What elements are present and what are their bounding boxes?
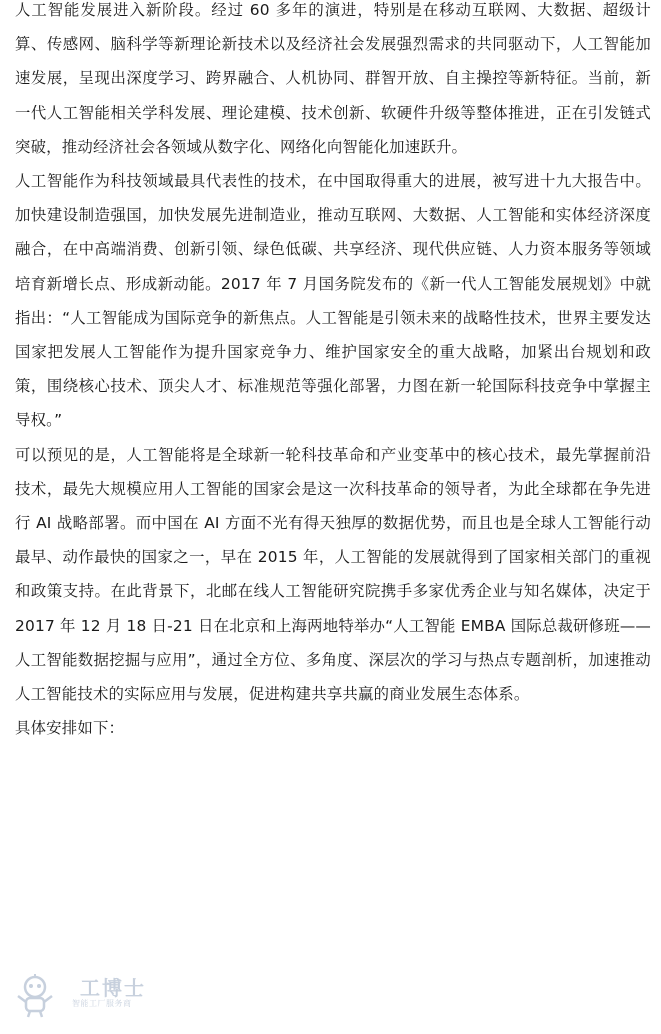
watermark-title: 工博士 (80, 976, 146, 1000)
paragraph-schedule-intro: 具体安排如下： (15, 719, 125, 738)
paragraph-global-competition: 可以预见的是，人工智能将是全球新一轮科技革命和产业变革中的核心技术，最先掌握前沿技术，最先大规模应用人工智能的国家会是这一次科技革命的领导者，为此全球都在争先进行 AI 战略部署。而中国在 AI 方面不光有得天独厚的数据优势，而且也是全球人工智能行动最早、动作最快的国家之一，早在 2015 年，人工智能的发展就得到了国家相关部门的重视和政策支持。在此背景下，北邮在线人工智能研究院携手多家优秀企业与知名媒体，决定于 2017 年 12 月 18 日-21 日在北京和上海两地特举办“人工智能 EMBA 国际总裁研修班——人工智能数据挖掘与应用”，通过全方位、多角度、深层次的学习与热点专题剖析，加速推动人工智能技术的实际应用与发展，促进构建共享共赢的商业发展生态体系。 (15, 445, 652, 704)
robot-mascot-icon (12, 972, 58, 1018)
watermark (12, 972, 162, 1020)
watermark-subtitle: 智能工厂服务商 (72, 999, 132, 1008)
paragraph-ai-new-stage: 人工智能发展进入新阶段。经过 60 多年的演进，特别是在移动互联网、大数据、超级计算、传感网、脑科学等新理论新技术以及经济社会发展强烈需求的共同驱动下，人工智能加速发展，呈现出深度学习、跨界融合、人机协同、群智开放、自主操控等新特征。当前，新一代人工智能相关学科发展、理论建模、技术创新、软硬件升级等整体推进，正在引发链式突破，推动经济社会各领域从数字化、网络化向智能化加速跃升。 (15, 1, 651, 156)
paragraph-nineteenth-congress: 人工智能作为科技领域最具代表性的技术，在中国取得重大的进展，被写进十九大报告中。加快建设制造强国，加快发展先进制造业，推动互联网、大数据、人工智能和实体经济深度融合，在中高端消费、创新引领、绿色低碳、共享经济、现代供应链、人力资本服务等领域培育新增长点、形成新动能。2017 年 7 月国务院发布的《新一代人工智能发展规划》中就指出：“人工智能成为国际竞争的新焦点。人工智能是引领未来的战略性技术，世界主要发达国家把发展人工智能作为提升国家竞争力、维护国家安全的重大战略，加紧出台规划和政策，围绕核心技术、顶尖人才、标准规范等强化部署，力图在新一轮国际科技竞争中掌握主导权。” (15, 172, 651, 430)
